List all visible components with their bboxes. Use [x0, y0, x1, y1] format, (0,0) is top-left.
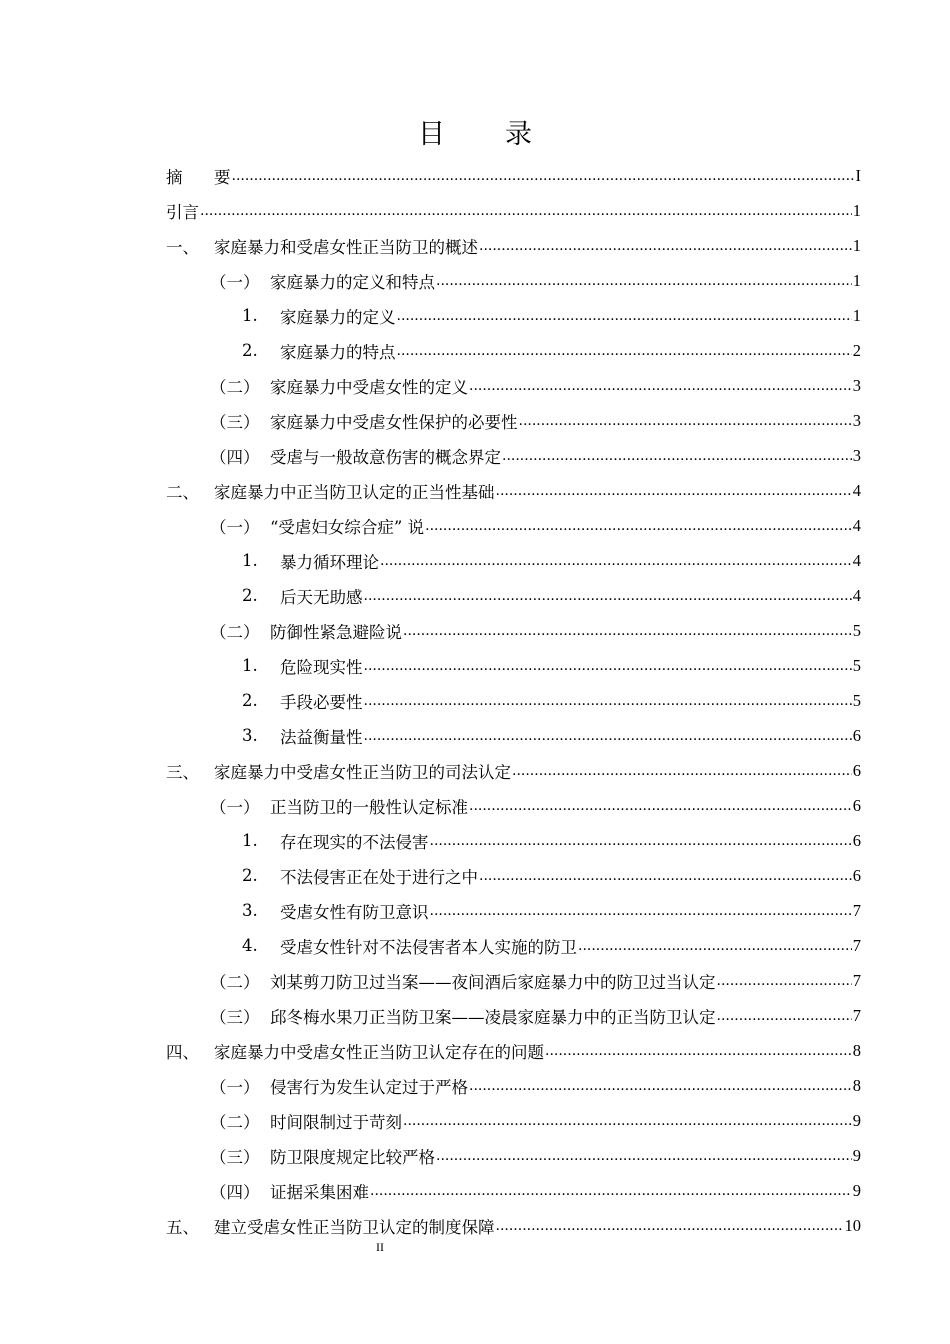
toc-entry-number: （一） — [210, 797, 260, 817]
toc-entry-label: “受虐妇女综合症” 说 — [270, 517, 425, 537]
toc-entry-number: 一、 — [166, 237, 199, 257]
toc-entry-page: 4 — [852, 550, 861, 570]
toc-leader-dots — [469, 796, 852, 816]
toc-entry[interactable] — [166, 1103, 861, 1138]
toc-leader-dots — [717, 971, 852, 991]
toc-entry[interactable] — [166, 648, 861, 683]
toc-entry-page: 2 — [852, 340, 861, 360]
toc-entry-label: 后天无助感 — [280, 587, 363, 607]
toc-entry-page: 7 — [852, 970, 861, 990]
toc-entry-page: 5 — [852, 620, 861, 640]
toc-entry-number: （一） — [210, 517, 260, 537]
toc-entry-page: 6 — [852, 760, 861, 780]
toc-entry-number: （一） — [210, 1077, 260, 1097]
toc-entry-page: 4 — [852, 585, 861, 605]
toc-entry-page: 6 — [852, 865, 861, 885]
toc-leader-dots — [479, 866, 852, 886]
toc-entry[interactable] — [166, 158, 861, 193]
toc-entry-number: （一） — [210, 272, 260, 292]
toc-entry-number: 2. — [242, 586, 258, 605]
toc-entry-page: 5 — [852, 690, 861, 710]
toc-entry-label: 建立受虐女性正当防卫认定的制度保障 — [214, 1217, 495, 1237]
toc-leader-dots — [397, 306, 852, 326]
toc-leader-dots — [717, 1006, 852, 1026]
toc-entry-label: 家庭暴力中受虐女性保护的必要性 — [270, 412, 518, 432]
toc-entry[interactable] — [166, 998, 861, 1033]
toc-entry-label: 刘某剪刀防卫过当案——夜间酒后家庭暴力中的防卫过当认定 — [270, 972, 716, 992]
toc-entry-label: 暴力循环理论 — [280, 552, 379, 572]
toc-leader-dots — [370, 1181, 852, 1201]
toc-entry-number: 1. — [242, 551, 258, 570]
toc-entry-page: 7 — [852, 900, 861, 920]
toc-leader-dots — [364, 586, 852, 606]
toc-leader-dots — [364, 656, 852, 676]
toc-entry[interactable] — [166, 823, 861, 858]
toc-entry-page: 3 — [852, 410, 861, 430]
toc-entry-number: （三） — [210, 1007, 260, 1027]
toc-leader-dots — [578, 936, 852, 956]
toc-leader-dots — [436, 1146, 852, 1166]
toc-entry[interactable] — [166, 963, 861, 998]
toc-entry-number: （二） — [210, 972, 260, 992]
toc-entry-number: 二、 — [166, 482, 199, 502]
toc-entry-number: （三） — [210, 1147, 260, 1167]
toc-entry[interactable] — [166, 578, 861, 613]
toc-entry-label: 正当防卫的一般性认定标准 — [270, 797, 468, 817]
toc-entry-number: （二） — [210, 377, 260, 397]
toc-entry-label: 家庭暴力的特点 — [280, 342, 396, 362]
toc-entry-number: （二） — [210, 1112, 260, 1132]
toc-entry-label: 要 — [214, 167, 231, 187]
toc-entry-label: 时间限制过于苛刻 — [270, 1112, 402, 1132]
toc-leader-dots — [430, 901, 852, 921]
toc-entry[interactable] — [166, 1173, 861, 1208]
toc-entry-page: 1 — [852, 305, 861, 325]
toc-entry-page: 4 — [852, 480, 861, 500]
toc-entry[interactable] — [166, 193, 861, 228]
toc-entry-number: （四） — [210, 447, 260, 467]
toc-entry-page: 8 — [852, 1040, 861, 1060]
title-char-1: 目 — [418, 119, 445, 150]
toc-entry[interactable] — [166, 788, 861, 823]
toc-entry[interactable] — [166, 893, 861, 928]
toc-leader-dots — [469, 1076, 852, 1096]
toc-leader-dots — [479, 236, 852, 256]
toc-leader-dots — [496, 481, 852, 501]
toc-leader-dots — [232, 166, 855, 186]
toc-leader-dots — [430, 831, 852, 851]
toc-entry[interactable] — [166, 1033, 861, 1068]
toc-leader-dots — [436, 271, 852, 291]
footer-page-number: II — [376, 1240, 384, 1254]
toc-entry[interactable] — [166, 543, 861, 578]
toc-leader-dots — [512, 761, 852, 781]
toc-leader-dots — [403, 1111, 852, 1131]
toc-entry-label: 家庭暴力中受虐女性正当防卫认定存在的问题 — [214, 1042, 544, 1062]
toc-entry-page: 5 — [852, 655, 861, 675]
toc-entry-page: 7 — [852, 1005, 861, 1025]
toc-entry-number: 1. — [242, 831, 258, 850]
toc-leader-dots — [519, 411, 852, 431]
toc-entry[interactable] — [166, 928, 861, 963]
toc-entry-page: 6 — [852, 795, 861, 815]
toc-entry-number: 五、 — [166, 1217, 199, 1237]
toc-entry[interactable] — [166, 298, 861, 333]
toc-entry-label: 存在现实的不法侵害 — [280, 832, 429, 852]
toc-entry[interactable] — [166, 403, 861, 438]
toc-entry[interactable] — [166, 508, 861, 543]
toc-entry-label: 受虐女性有防卫意识 — [280, 902, 429, 922]
toc-entry-page: 1 — [852, 235, 861, 255]
toc-entry-number: （三） — [210, 412, 260, 432]
toc-entry-page: 3 — [852, 445, 861, 465]
toc-entry-page: 4 — [852, 515, 861, 535]
toc-entry[interactable] — [166, 438, 861, 473]
toc-leader-dots — [397, 341, 852, 361]
toc-entry-label: 家庭暴力的定义 — [280, 307, 396, 327]
toc-entry-number: 4. — [242, 936, 258, 955]
toc-entry-page: 6 — [852, 830, 861, 850]
toc-entry-page: 8 — [852, 1075, 861, 1095]
toc-entry-page: 1 — [852, 270, 861, 290]
toc-leader-dots — [380, 551, 852, 571]
toc-entry[interactable] — [166, 718, 861, 753]
toc-leader-dots — [496, 1216, 844, 1236]
toc-entry-label: 不法侵害正在处于进行之中 — [280, 867, 478, 887]
toc-entry-label: 手段必要性 — [280, 692, 363, 712]
toc-entry-label: 家庭暴力的定义和特点 — [270, 272, 435, 292]
toc-entry-label: 家庭暴力中受虐女性的定义 — [270, 377, 468, 397]
toc-entry-number: 2. — [242, 691, 258, 710]
toc-entry-page: 9 — [852, 1145, 861, 1165]
table-of-contents — [166, 158, 861, 1243]
toc-entry-label: 受虐与一般故意伤害的概念界定 — [270, 447, 501, 467]
toc-leader-dots — [502, 446, 852, 466]
toc-entry-number: 1. — [242, 306, 258, 325]
toc-entry-page: 3 — [852, 375, 861, 395]
toc-entry-label: 家庭暴力中正当防卫认定的正当性基础 — [214, 482, 495, 502]
toc-entry-number: 2. — [242, 866, 258, 885]
toc-entry-number: 四、 — [166, 1042, 199, 1062]
toc-entry-page: 10 — [844, 1215, 861, 1235]
toc-entry-number: 2. — [242, 341, 258, 360]
toc-entry[interactable] — [166, 263, 861, 298]
toc-entry[interactable] — [166, 1068, 861, 1103]
toc-entry[interactable] — [166, 368, 861, 403]
toc-entry-page: 6 — [852, 725, 861, 745]
toc-leader-dots — [364, 726, 852, 746]
toc-entry-page: 9 — [852, 1110, 861, 1130]
toc-entry-number: 1. — [242, 656, 258, 675]
toc-entry-label: 证据采集困难 — [270, 1182, 369, 1202]
toc-entry[interactable] — [166, 1208, 861, 1243]
toc-leader-dots — [425, 516, 852, 536]
toc-entry[interactable] — [166, 473, 861, 508]
toc-entry-label: 危险现实性 — [280, 657, 363, 677]
toc-entry[interactable] — [166, 753, 861, 788]
toc-entry-label: 家庭暴力中受虐女性正当防卫的司法认定 — [214, 762, 511, 782]
toc-entry-page: I — [855, 165, 861, 185]
toc-entry-number: （四） — [210, 1182, 260, 1202]
toc-entry-number: 3. — [242, 901, 258, 920]
toc-leader-dots — [200, 201, 852, 221]
toc-entry-label: 法益衡量性 — [280, 727, 363, 747]
toc-entry[interactable] — [166, 228, 861, 263]
toc-entry[interactable] — [166, 683, 861, 718]
toc-entry-number: 摘 — [166, 167, 183, 187]
page-title — [0, 112, 950, 151]
toc-entry-label: 侵害行为发生认定过于严格 — [270, 1077, 468, 1097]
toc-entry[interactable] — [166, 858, 861, 893]
toc-entry-label: 家庭暴力和受虐女性正当防卫的概述 — [214, 237, 478, 257]
toc-entry-label: 邱冬梅水果刀正当防卫案——凌晨家庭暴力中的正当防卫认定 — [270, 1007, 716, 1027]
toc-entry-page: 1 — [852, 200, 861, 220]
toc-entry[interactable] — [166, 333, 861, 368]
toc-entry-label: 防御性紧急避险说 — [270, 622, 402, 642]
toc-leader-dots — [403, 621, 852, 641]
toc-entry[interactable] — [166, 613, 861, 648]
toc-entry-label: 受虐女性针对不法侵害者本人实施的防卫 — [280, 937, 577, 957]
toc-entry-label: 防卫限度规定比较严格 — [270, 1147, 435, 1167]
toc-leader-dots — [545, 1041, 852, 1061]
toc-entry[interactable] — [166, 1138, 861, 1173]
toc-entry-page: 9 — [852, 1180, 861, 1200]
toc-entry-page: 7 — [852, 935, 861, 955]
title-char-2: 录 — [505, 119, 532, 150]
toc-entry-number: 三、 — [166, 762, 199, 782]
toc-leader-dots — [364, 691, 852, 711]
toc-entry-number: （二） — [210, 622, 260, 642]
toc-entry-number: 3. — [242, 726, 258, 745]
toc-leader-dots — [469, 376, 852, 396]
toc-entry-label: 引言 — [166, 202, 199, 222]
